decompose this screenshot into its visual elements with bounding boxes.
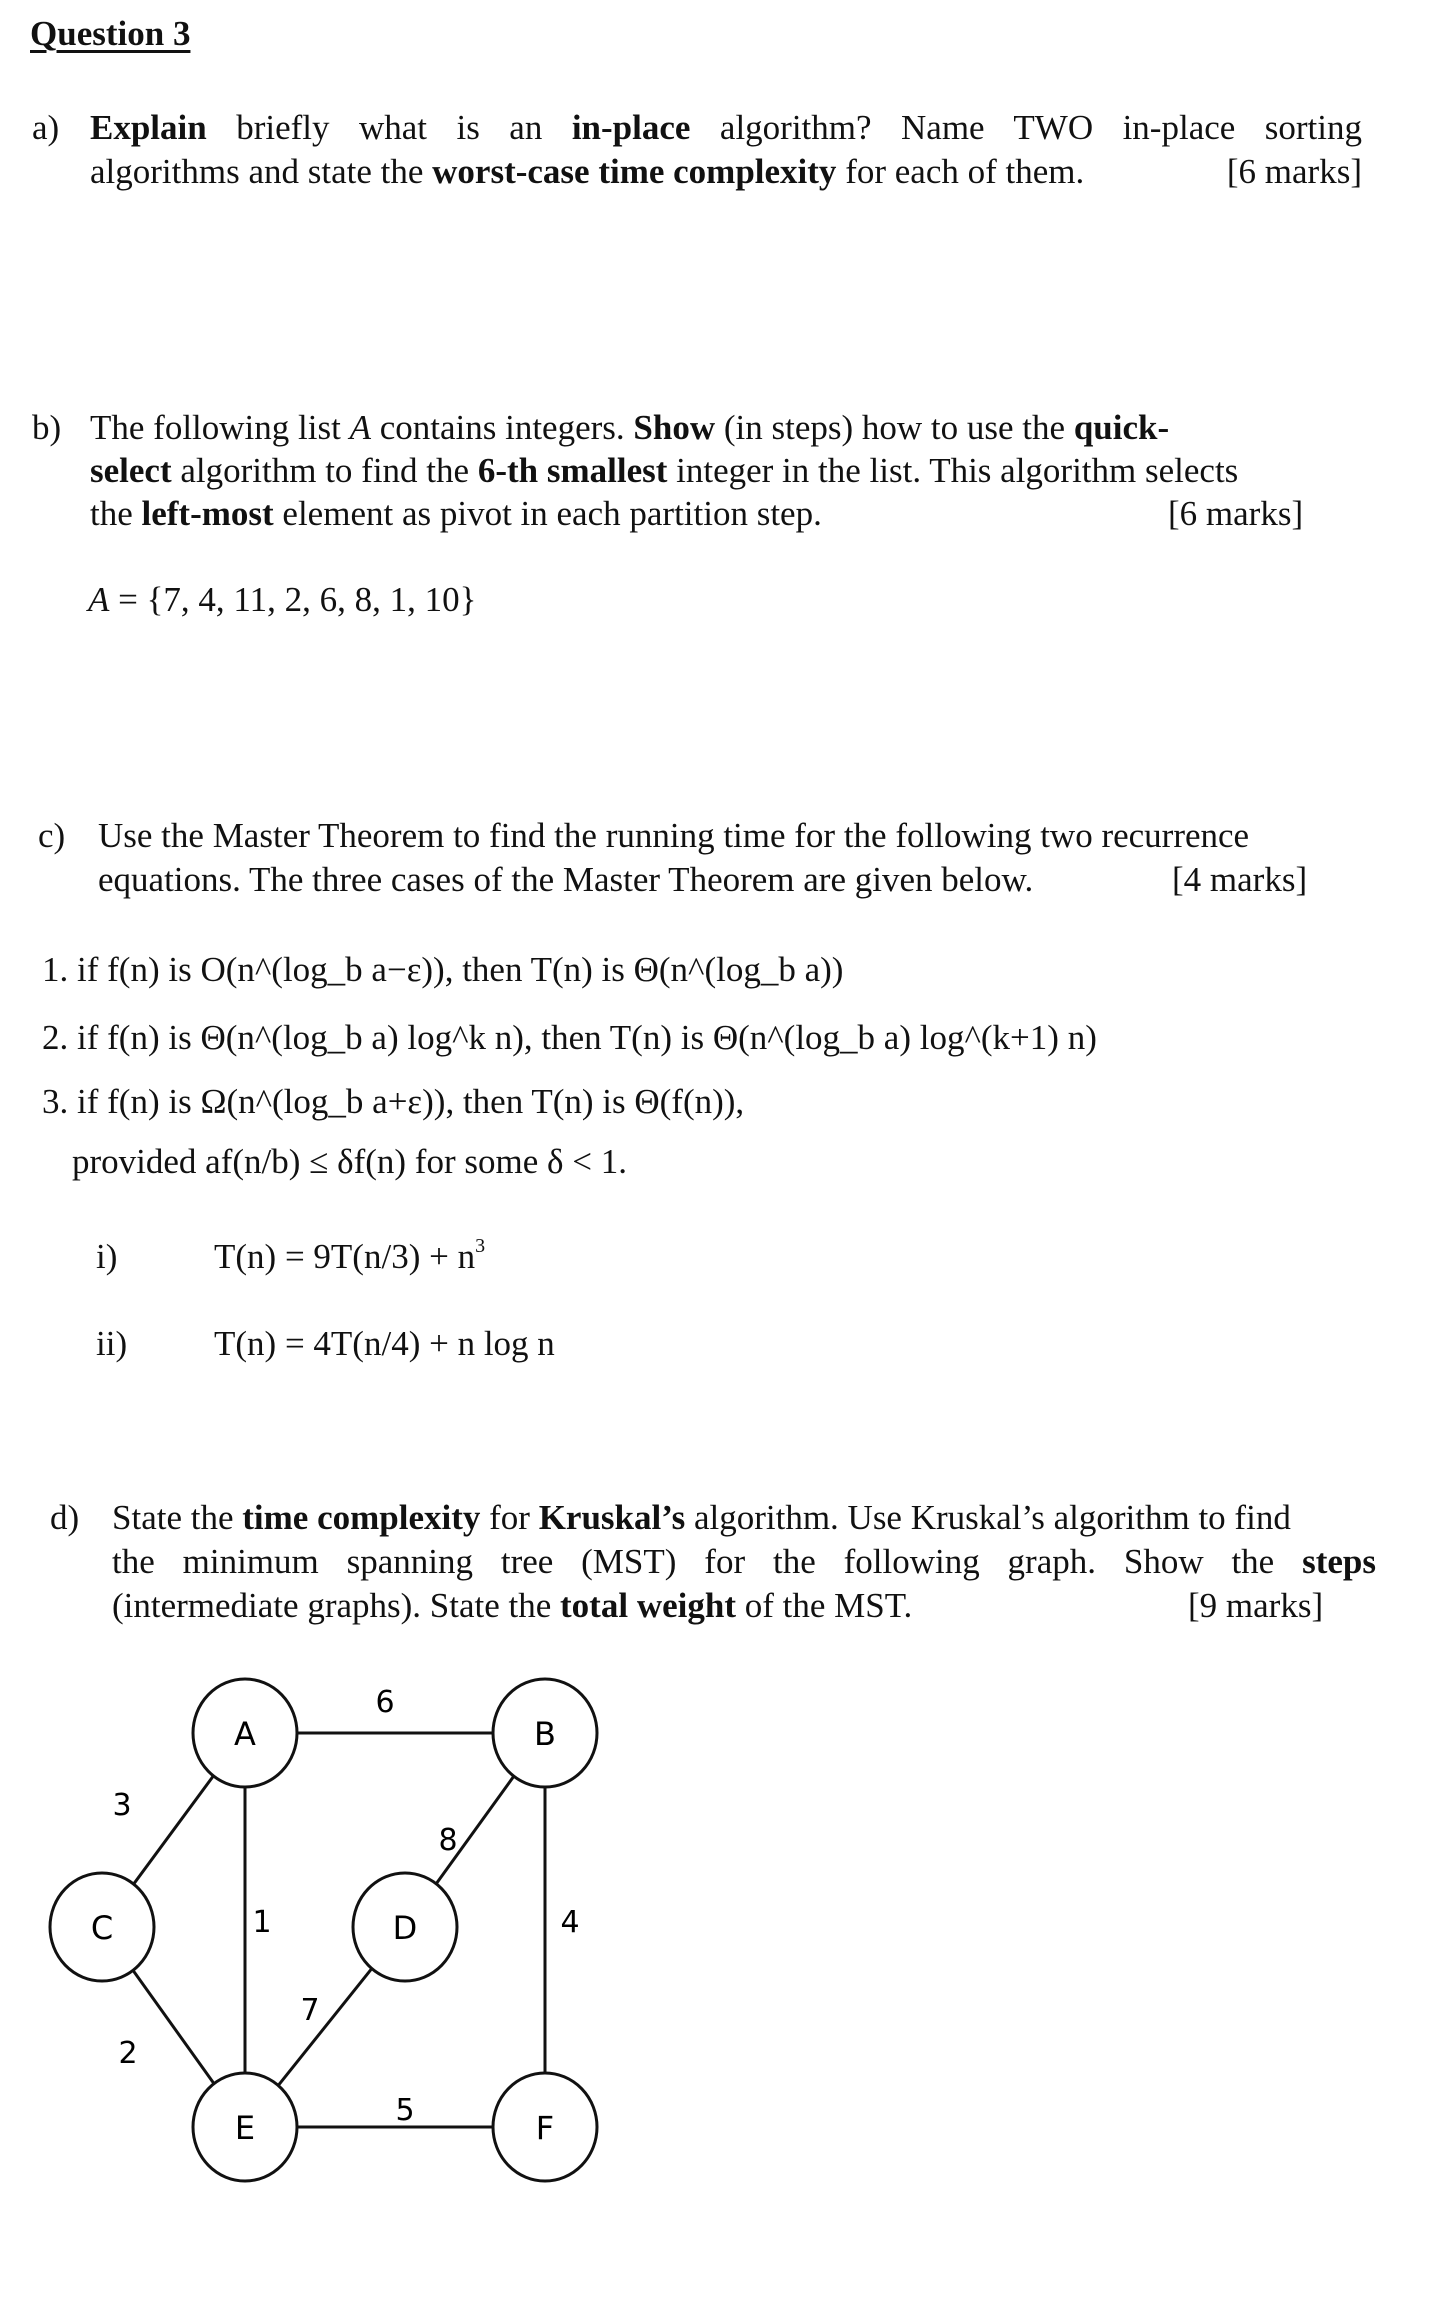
- proviso-text: provided af(n/b) ≤ δf(n) for some δ < 1.: [72, 1142, 627, 1181]
- part-a-label: a): [32, 108, 60, 147]
- part-d-line-2: [112, 1540, 1376, 1584]
- text-run: contains integers.: [370, 408, 634, 447]
- recurrence-2: [214, 1322, 555, 1366]
- node-label: A: [234, 1715, 256, 1753]
- part-d-label: d): [50, 1498, 80, 1537]
- kruskal-graph: [0, 1640, 700, 2304]
- text-run: (in steps) how to use the: [715, 408, 1074, 447]
- edge-weight-A-B: 6: [375, 1685, 395, 1720]
- text-run: The following list: [90, 408, 350, 447]
- recurrence-1-label: i): [96, 1237, 118, 1276]
- part-c-marks: [4 marks]: [1172, 860, 1308, 899]
- node-E: [193, 2073, 297, 2181]
- node-label: C: [90, 1909, 114, 1947]
- edge-weight-A-E: 1: [252, 1905, 272, 1940]
- text-run: element as pivot in each partition step.: [273, 494, 822, 533]
- text-run: the minimum spanning tree (MST) for the following graph. Show the: [112, 1542, 1303, 1581]
- node-label: F: [535, 2109, 555, 2147]
- case-2-number: 2.: [42, 1018, 69, 1057]
- part-a-line-1: [90, 106, 1362, 150]
- node-B: [493, 1679, 597, 1787]
- case-1-text: if f(n) is O(n^(log_b a−ε)), then T(n) is Θ(n^(log_b a)): [77, 950, 844, 989]
- part-b-line-3: [90, 492, 822, 536]
- text-run: for each of them.: [836, 152, 1085, 191]
- node-F: [493, 2073, 597, 2181]
- list-a-definition: [88, 578, 476, 622]
- master-case-1: [42, 948, 843, 992]
- question-title: Question 3: [30, 14, 191, 53]
- text-run: worst-case time complexity: [432, 152, 837, 191]
- text-run: (intermediate graphs). State the: [112, 1586, 561, 1625]
- text-run: Kruskal’s: [538, 1498, 686, 1537]
- text-run: steps: [1302, 1542, 1376, 1581]
- text-run: the: [90, 494, 142, 533]
- edge-weight-C-E: 2: [118, 2036, 138, 2071]
- list-a-name: A: [88, 580, 110, 619]
- part-d-line-3: [112, 1584, 912, 1628]
- part-d-line-1: [112, 1496, 1291, 1540]
- part-a-marks: [6 marks]: [1226, 152, 1362, 191]
- recurrence-1: [214, 1235, 485, 1279]
- part-c-line-2: equations. The three cases of the Master Theorem are given below.: [98, 860, 1034, 899]
- text-run: algorithm? Name TWO in-place sorting: [690, 108, 1362, 147]
- master-case-2: [42, 1016, 1097, 1060]
- recurrence-2-expr: T(n) = 4T(n/4) + n log n: [214, 1324, 555, 1363]
- part-c-line-1: Use the Master Theorem to find the running time for the following two recurrence: [98, 816, 1250, 855]
- recurrence-1-expr: T(n) = 9T(n/3) + n: [214, 1237, 476, 1276]
- node-label: D: [392, 1909, 418, 1947]
- text-run: left-most: [141, 494, 274, 533]
- text-run: Show: [633, 408, 716, 447]
- text-run: Explain: [90, 108, 207, 147]
- edge-weight-E-F: 5: [395, 2093, 415, 2128]
- text-run: integer in the list. This algorithm selects: [667, 451, 1239, 490]
- master-proviso: [72, 1140, 627, 1184]
- text-run: in-place: [571, 108, 691, 147]
- node-A: [193, 1679, 297, 1787]
- master-case-3: [42, 1080, 744, 1124]
- text-run: 6-th smallest: [477, 451, 668, 490]
- node-label: E: [234, 2109, 256, 2147]
- recurrence-1-exponent: 3: [475, 1235, 486, 1257]
- edge-weight-D-E: 7: [300, 1993, 320, 2028]
- text-run: A: [349, 408, 371, 447]
- node-label: B: [534, 1715, 556, 1753]
- text-run: State the: [112, 1498, 243, 1537]
- part-b-label: b): [32, 408, 62, 447]
- case-3-text: if f(n) is Ω(n^(log_b a+ε)), then T(n) is Θ(f(n)),: [77, 1082, 745, 1121]
- text-run: algorithms and state the: [90, 152, 433, 191]
- case-2-text: if f(n) is Θ(n^(log_b a) log^k n), then T(n) is Θ(n^(log_b a) log^(k+1) n): [77, 1018, 1097, 1057]
- part-c-label: c): [38, 816, 66, 855]
- text-run: time complexity: [242, 1498, 481, 1537]
- text-run: algorithm to find the: [171, 451, 478, 490]
- node-D: [353, 1873, 457, 1981]
- edge-weight-B-F: 4: [560, 1905, 580, 1940]
- text-run: select: [90, 451, 172, 490]
- part-a-line-2: [90, 150, 1084, 194]
- text-run: quick-: [1073, 408, 1170, 447]
- text-run: total weight: [560, 1586, 736, 1625]
- list-a-values: = {7, 4, 11, 2, 6, 8, 1, 10}: [109, 580, 477, 619]
- edge-weight-A-C: 3: [112, 1788, 132, 1823]
- case-3-number: 3.: [42, 1082, 69, 1121]
- text-run: of the MST.: [735, 1586, 913, 1625]
- part-b-line-1: [90, 406, 1169, 450]
- text-run: briefly what is an: [206, 108, 572, 147]
- part-b-marks: [6 marks]: [1168, 494, 1304, 533]
- part-b-line-2: [90, 449, 1238, 493]
- recurrence-2-label: ii): [96, 1324, 128, 1363]
- case-1-number: 1.: [42, 950, 69, 989]
- edge-weight-B-D: 8: [438, 1823, 458, 1858]
- text-run: for: [480, 1498, 539, 1537]
- node-C: [50, 1873, 154, 1981]
- text-run: algorithm. Use Kruskal’s algorithm to find: [685, 1498, 1291, 1537]
- part-d-marks: [9 marks]: [1188, 1586, 1324, 1625]
